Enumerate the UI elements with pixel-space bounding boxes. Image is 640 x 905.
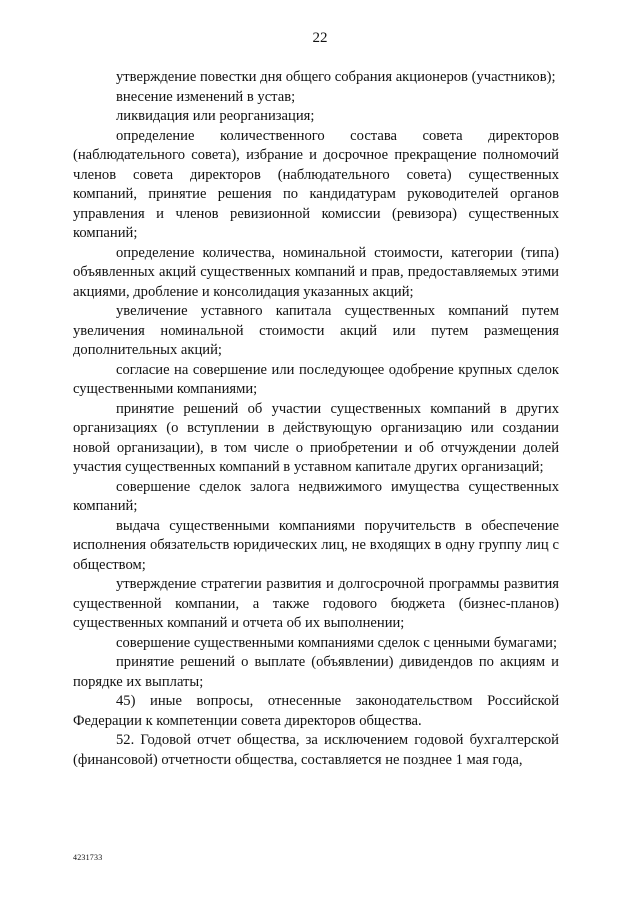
paragraph: согласие на совершение или последующее одобрение крупных сделок существенными компаниями; xyxy=(73,361,559,397)
paragraph: утверждение стратегии развития и долгосрочной программы развития существенной компании, а также годового бюджета (бизнес-планов) существенных компаний и отчета об их выполнении; xyxy=(73,576,559,631)
paragraph: ликвидация или реорганизация; xyxy=(116,108,315,124)
document-code: 4231733 xyxy=(73,853,103,862)
paragraph: принятие решений о выплате (объявлении) дивидендов по акциям и порядке их выплаты; xyxy=(73,654,559,690)
paragraph: увеличение уставного капитала существенных компаний путем увеличения номинальной стоимости акций или путем размещения дополнительных акций; xyxy=(73,303,559,358)
paragraph: утверждение повестки дня общего собрания акционеров (участников); xyxy=(116,69,556,85)
page-number: 22 xyxy=(312,30,328,46)
paragraph: выдача существенными компаниями поручительств в обеспечение исполнения обязательств юридических лиц, не входящих в одну группу лиц с обществом; xyxy=(73,517,559,573)
body-text xyxy=(73,68,559,770)
paragraph: 52. Годовой отчет общества, за исключением годовой бухгалтерской (финансовой) отчетности общества, составляется не позднее 1 мая года, xyxy=(73,732,559,768)
paragraph: внесение изменений в устав; xyxy=(116,88,296,105)
paragraph: совершение существенными компаниями сделок с ценными бумагами; xyxy=(116,634,558,651)
paragraph: определение количества, номинальной стоимости, категории (типа) объявленных акций существенных компаний и прав, предоставляемых этими акциями, дробление и консолидация указанных акций; xyxy=(73,244,559,300)
paragraph: принятие решений об участии существенных компаний в других организациях (о вступлении в действующую организацию или создании новой организации), в том числе о приобретении и об отчуждении долей участия существенных компаний в уставном капитале других организаций; xyxy=(73,400,559,475)
paragraph: определение количественного состава совета директоров (наблюдательного совета), избрание и досрочное прекращение полномочий членов совета директоров (наблюдательного совета) существенных компаний, принятие решения по кандидатурам руководителей органов управления и членов ревизионной комиссии (ревизора) существенных компаний; xyxy=(73,127,559,241)
paragraph: 45) иные вопросы, отнесенные законодательством Российской Федерации к компетенции совета директоров общества. xyxy=(73,693,559,729)
paragraph: совершение сделок залога недвижимого имущества существенных компаний; xyxy=(73,478,559,514)
